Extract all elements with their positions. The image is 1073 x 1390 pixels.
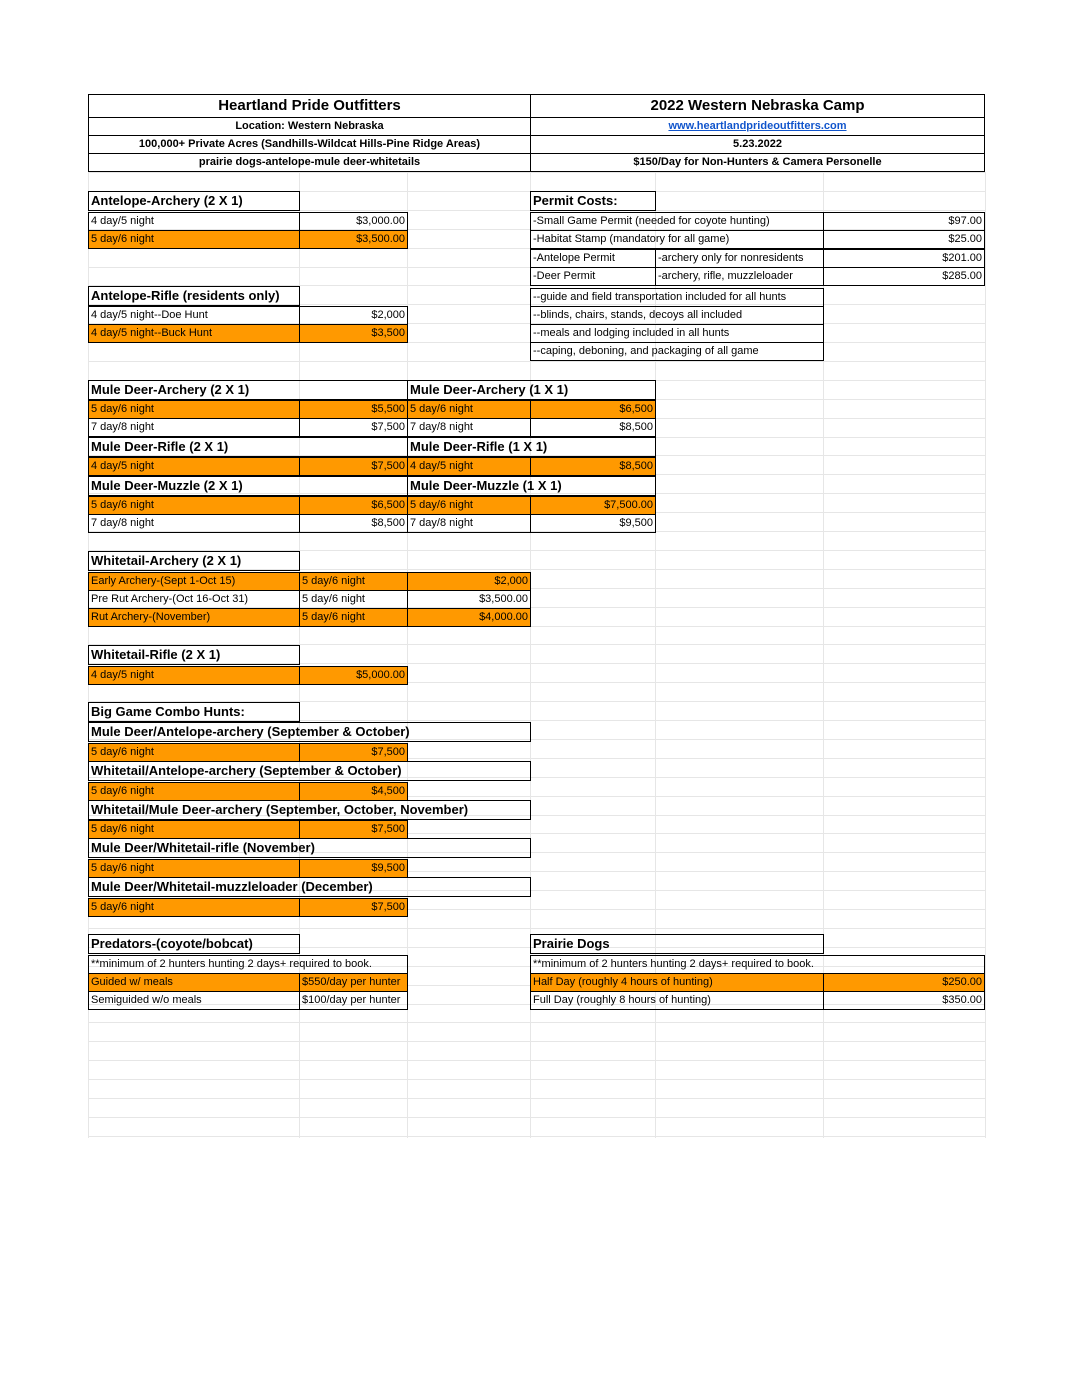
grid-line [88, 1136, 985, 1137]
mule-deer-row-price: $8,500 [530, 418, 656, 437]
whitetail-rifle-row-price: $5,000.00 [299, 666, 408, 685]
mule-deer-row-price: $9,500 [530, 514, 656, 533]
permit-row-label: -Antelope Permit [530, 249, 656, 268]
combo-hunt-title: Whitetail/Antelope-archery (September & October) [88, 761, 531, 781]
location-text: Location: Western Nebraska [88, 117, 531, 136]
antelope-archery-row-label: 5 day/6 night [88, 230, 300, 249]
combo-hunt-row-price: $9,500 [299, 859, 408, 878]
combo-hunts-title: Big Game Combo Hunts: [88, 702, 300, 722]
included-note: --blinds, chairs, stands, decoys all included [530, 306, 824, 325]
predators-row-label: Semiguided w/o meals [88, 991, 300, 1010]
mule-deer-muzzle-2x1-title: Mule Deer-Muzzle (2 X 1) [88, 476, 408, 496]
grid-line [88, 361, 985, 362]
combo-hunt-row-label: 5 day/6 night [88, 898, 300, 917]
grid-line [88, 1079, 985, 1080]
mule-deer-rifle-1x1-title: Mule Deer-Rifle (1 X 1) [407, 437, 656, 457]
mule-deer-row-label: 7 day/8 night [407, 418, 531, 437]
whitetail-archery-title: Whitetail-Archery (2 X 1) [88, 551, 300, 571]
permit-row-label: -Deer Permit [530, 267, 656, 286]
predators-row-price: $100/day per hunter [299, 991, 408, 1010]
antelope-rifle-row-price: $2,000 [299, 306, 408, 325]
prairie-dogs-row-label: Full Day (roughly 8 hours of hunting) [530, 991, 824, 1010]
predators-row-label: Guided w/ meals [88, 973, 300, 992]
combo-hunt-title: Mule Deer/Whitetail-rifle (November) [88, 838, 531, 858]
whitetail-archery-row-label: Rut Archery-(November) [88, 608, 300, 627]
mule-deer-row-price: $8,500 [299, 514, 408, 533]
permit-row-note: -archery, rifle, muzzleloader [655, 267, 824, 286]
combo-hunt-row-price: $7,500 [299, 820, 408, 839]
mule-deer-row-label: 7 day/8 night [88, 514, 300, 533]
species-text: prairie dogs-antelope-mule deer-whitetails [88, 153, 531, 172]
mule-deer-row-label: 5 day/6 night [88, 400, 300, 419]
combo-hunt-title: Mule Deer/Whitetail-muzzleloader (December) [88, 877, 531, 897]
mule-deer-row-label: 5 day/6 night [88, 496, 300, 515]
permit-row-price: $201.00 [823, 249, 985, 268]
mule-deer-row-price: $6,500 [299, 496, 408, 515]
antelope-rifle-row-price: $3,500 [299, 324, 408, 343]
antelope-rifle-row-label: 4 day/5 night--Buck Hunt [88, 324, 300, 343]
mule-deer-row-price: $8,500 [530, 457, 656, 476]
mule-deer-row-label: 7 day/8 night [407, 514, 531, 533]
acres-text: 100,000+ Private Acres (Sandhills-Wildcat Hills-Pine Ridge Areas) [88, 135, 531, 154]
included-note: --meals and lodging included in all hunts [530, 324, 824, 343]
grid-line [88, 928, 985, 929]
combo-hunt-title: Mule Deer/Antelope-archery (September & October) [88, 722, 531, 742]
prairie-dogs-row-price: $250.00 [823, 973, 985, 992]
mule-deer-muzzle-1x1-title: Mule Deer-Muzzle (1 X 1) [407, 476, 656, 496]
antelope-archery-row-label: 4 day/5 night [88, 212, 300, 231]
mule-deer-row-label: 5 day/6 night [407, 496, 531, 515]
whitetail-archery-row-duration: 5 day/6 night [299, 572, 408, 591]
permit-row-label: -Habitat Stamp (mandatory for all game) [530, 230, 824, 249]
prairie-dogs-title: Prairie Dogs [530, 934, 824, 954]
combo-hunt-row-label: 5 day/6 night [88, 859, 300, 878]
mule-deer-row-label: 4 day/5 night [88, 457, 300, 476]
grid-line [88, 1060, 985, 1061]
whitetail-rifle-row-label: 4 day/5 night [88, 666, 300, 685]
whitetail-archery-row-label: Pre Rut Archery-(Oct 16-Oct 31) [88, 590, 300, 609]
whitetail-archery-row-price: $4,000.00 [407, 608, 531, 627]
predators-row-price: $550/day per hunter [299, 973, 408, 992]
non-hunter-rate: $150/Day for Non-Hunters & Camera Personelle [530, 153, 985, 172]
mule-deer-row-label: 4 day/5 night [407, 457, 531, 476]
whitetail-archery-row-price: $2,000 [407, 572, 531, 591]
mule-deer-row-price: $7,500 [299, 457, 408, 476]
mule-deer-row-price: $7,500.00 [530, 496, 656, 515]
camp-title: 2022 Western Nebraska Camp [530, 94, 985, 118]
combo-hunt-row-label: 5 day/6 night [88, 743, 300, 762]
mule-deer-row-label: 5 day/6 night [407, 400, 531, 419]
whitetail-archery-row-duration: 5 day/6 night [299, 608, 408, 627]
grid-line [985, 172, 986, 1138]
grid-line [88, 1022, 985, 1023]
combo-hunt-row-price: $7,500 [299, 743, 408, 762]
predators-title: Predators-(coyote/bobcat) [88, 934, 300, 954]
mule-deer-row-price: $7,500 [299, 418, 408, 437]
permit-row-price: $25.00 [823, 230, 985, 249]
mule-deer-row-price: $6,500 [530, 400, 656, 419]
whitetail-archery-row-duration: 5 day/6 night [299, 590, 408, 609]
date-text: 5.23.2022 [530, 135, 985, 154]
permit-row-price: $285.00 [823, 267, 985, 286]
mule-deer-row-price: $5,500 [299, 400, 408, 419]
prairie-dogs-row-label: Half Day (roughly 4 hours of hunting) [530, 973, 824, 992]
mule-deer-row-label: 7 day/8 night [88, 418, 300, 437]
combo-hunt-row-price: $7,500 [299, 898, 408, 917]
mule-deer-archery-2x1-title: Mule Deer-Archery (2 X 1) [88, 380, 408, 400]
website-cell [530, 117, 985, 136]
prairie-dogs-note: **minimum of 2 hunters hunting 2 days+ required to book. [530, 955, 985, 974]
permit-costs-title: Permit Costs: [530, 191, 656, 211]
website-link[interactable]: www.heartlandprideoutfitters.com [668, 120, 847, 132]
antelope-archery-row-price: $3,000.00 [299, 212, 408, 231]
permit-row-label: -Small Game Permit (needed for coyote hunting) [530, 212, 824, 231]
combo-hunt-row-price: $4,500 [299, 782, 408, 801]
mule-deer-archery-1x1-title: Mule Deer-Archery (1 X 1) [407, 380, 656, 400]
whitetail-rifle-title: Whitetail-Rifle (2 X 1) [88, 645, 300, 665]
grid-line [88, 1117, 985, 1118]
predators-note: **minimum of 2 hunters hunting 2 days+ required to book. [88, 955, 408, 974]
combo-hunt-title: Whitetail/Mule Deer-archery (September, October, November) [88, 800, 531, 820]
permit-row-note: -archery only for nonresidents [655, 249, 824, 268]
outfitter-title: Heartland Pride Outfitters [88, 94, 531, 118]
mule-deer-rifle-2x1-title: Mule Deer-Rifle (2 X 1) [88, 437, 408, 457]
included-note: --caping, deboning, and packaging of all game [530, 342, 824, 361]
antelope-archery-title: Antelope-Archery (2 X 1) [88, 191, 300, 211]
antelope-rifle-title: Antelope-Rifle (residents only) [88, 286, 300, 306]
combo-hunt-row-label: 5 day/6 night [88, 782, 300, 801]
antelope-archery-row-price: $3,500.00 [299, 230, 408, 249]
grid-line [88, 1098, 985, 1099]
antelope-rifle-row-label: 4 day/5 night--Doe Hunt [88, 306, 300, 325]
grid-line [88, 1041, 985, 1042]
combo-hunt-row-label: 5 day/6 night [88, 820, 300, 839]
included-note: --guide and field transportation included for all hunts [530, 288, 824, 307]
permit-row-price: $97.00 [823, 212, 985, 231]
grid-line [88, 172, 985, 173]
whitetail-archery-row-price: $3,500.00 [407, 590, 531, 609]
prairie-dogs-row-price: $350.00 [823, 991, 985, 1010]
whitetail-archery-row-label: Early Archery-(Sept 1-Oct 15) [88, 572, 300, 591]
